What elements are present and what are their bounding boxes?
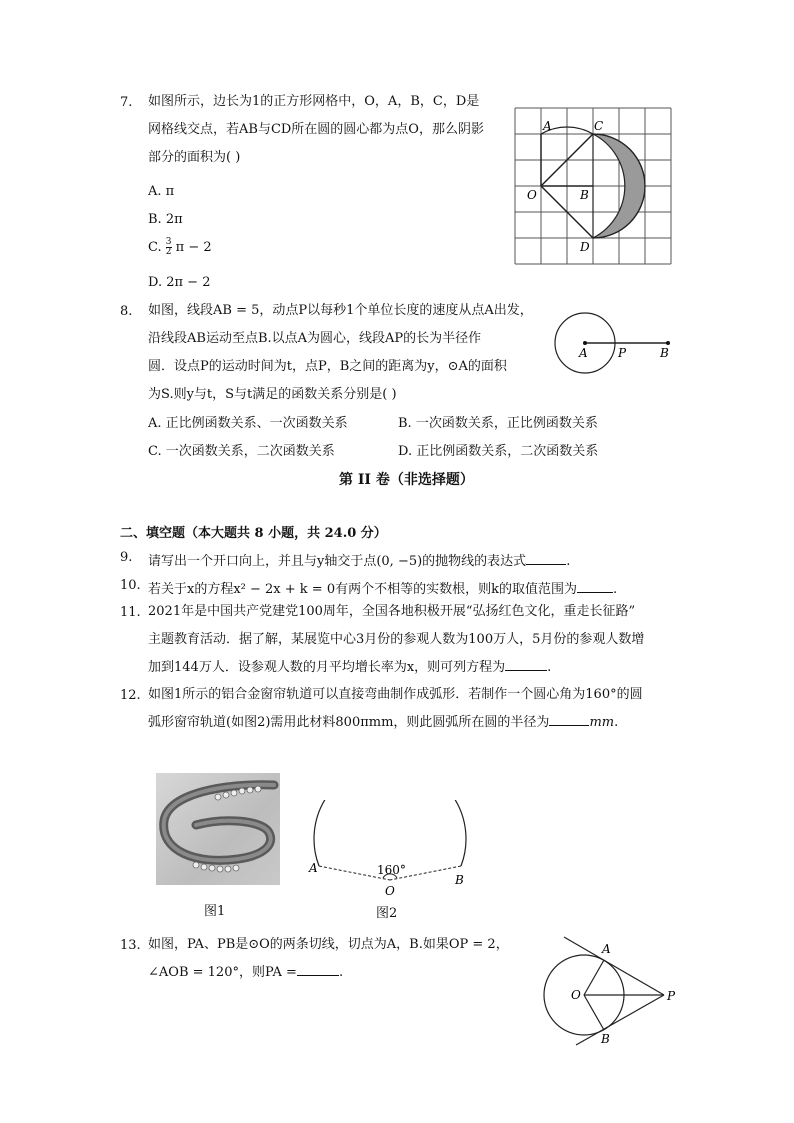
q11-line3: 加到144万人．设参观人数的月平均增长率为x，则可列方程为 . — [148, 660, 552, 675]
radius-ob — [584, 995, 604, 1030]
q8-line4: 为S.则y与t，S与t满足的函数关系分别是( ) — [148, 387, 397, 402]
point-a — [583, 341, 587, 345]
label-a: A — [309, 861, 318, 875]
q8-number: 8. — [120, 304, 133, 319]
q10-text: 若关于x的方程x² − 2x + k = 0有两个不相等的实数根，则k的取值范围为 . — [148, 582, 618, 597]
figure2-caption: 图2 — [376, 906, 398, 921]
q13-line1: 如图，PA、PB是⊙O的两条切线，切点为A，B.如果OP = 2， — [148, 937, 509, 952]
label-angle: 160° — [377, 863, 406, 877]
label-o: O — [571, 988, 581, 1002]
q7-option-b: B. 2π — [148, 212, 183, 227]
section2-header: 二、填空题（本大题共 8 小题，共 24.0 分） — [120, 526, 387, 541]
q7-option-c-prefix: C. — [148, 240, 162, 255]
figure1-caption: 图1 — [204, 904, 226, 919]
q12-blank[interactable] — [549, 713, 589, 726]
radius-oa — [584, 960, 604, 995]
q9-text: 请写出一个开口向上，并且与y轴交于点(0, −5)的抛物线的表达式 . — [148, 554, 571, 569]
q7-line1: 如图所示，边长为1的正方形网格中，O，A，B，C，D是 — [148, 94, 480, 109]
tangent-pa — [564, 937, 664, 995]
q7-option-a: A. π — [148, 184, 175, 199]
label-b: B — [580, 188, 589, 202]
label-p: P — [667, 989, 676, 1003]
q7-number: 7. — [120, 95, 133, 110]
q7-grid-figure — [514, 107, 672, 265]
q7-line3: 部分的面积为( ) — [148, 150, 241, 165]
q12-line2: 弧形窗帘轨道(如图2)需用此材料800πmm，则此圆弧所在圆的半径为 mm. — [148, 715, 619, 730]
q11-line1: 2021年是中国共产党建党100周年，全国各地积极开展“弘扬红色文化，重走长征路” — [148, 604, 636, 619]
label-o: O — [385, 884, 395, 898]
label-b: B — [660, 346, 669, 360]
curtain-rail-photo — [156, 773, 280, 885]
q8-line2: 沿线段AB运动至点B.以点A为圆心，线段AP的长为半径作 — [148, 331, 482, 346]
q7-option-c-fraction: $\frac{3}{2}$ — [165, 237, 172, 257]
q13-number: 13. — [120, 938, 141, 953]
q11-line2: 主题教育活动．据了解，某展览中心3月份的参观人数为100万人，5月份的参观人数增 — [148, 632, 645, 647]
label-a: A — [602, 942, 611, 956]
section2-title: 第 II 卷（非选择题） — [339, 472, 474, 488]
q9-number: 9. — [120, 550, 133, 565]
label-o: O — [527, 188, 537, 202]
q8-option-d: D. 正比例函数关系，二次函数关系 — [398, 444, 599, 459]
q8-line3: 圆．设点P的运动时间为t，点P，B之间的距离为y，⊙A的面积 — [148, 359, 507, 374]
q10-blank[interactable] — [577, 580, 613, 593]
q8-circle-figure — [552, 310, 682, 378]
tangent-figure — [536, 935, 686, 1047]
curtain-rail-image — [156, 773, 280, 885]
label-a: A — [543, 119, 552, 133]
q8-option-c: C. 一次函数关系，二次函数关系 — [148, 444, 335, 459]
q7-option-c-rest: π − 2 — [175, 240, 212, 255]
q12-number: 12. — [120, 688, 141, 703]
q13-line2: ∠AOB = 120°，则PA = . — [148, 965, 344, 980]
q10-number: 10. — [120, 578, 141, 593]
q11-blank[interactable] — [505, 658, 547, 671]
label-p: P — [618, 346, 627, 360]
label-c: C — [594, 119, 604, 133]
q7-option-d: D. 2π − 2 — [148, 275, 211, 290]
tangent-pb — [576, 995, 664, 1045]
q9-blank[interactable] — [526, 552, 566, 565]
point-b — [666, 341, 670, 345]
q8-line1: 如图，线段AB = 5，动点P以每秒1个单位长度的速度从点A出发， — [148, 303, 533, 318]
q7-line2: 网格线交点，若AB与CD所在圆的圆心都为点O，那么阴影 — [148, 122, 484, 137]
arc-figure — [305, 800, 475, 900]
label-b: B — [455, 873, 464, 887]
arc-ab — [314, 800, 466, 866]
q8-option-a: A. 正比例函数关系、一次函数关系 — [148, 416, 348, 431]
label-a: A — [579, 346, 588, 360]
label-d: D — [580, 240, 590, 254]
q13-blank[interactable] — [297, 963, 339, 976]
q7-option-c — [148, 238, 212, 257]
q8-option-b: B. 一次函数关系，正比例函数关系 — [398, 416, 598, 431]
label-b: B — [601, 1032, 610, 1046]
q11-number: 11. — [120, 605, 141, 620]
q12-line1: 如图1所示的铝合金窗帘轨道可以直接弯曲制作成弧形．若制作一个圆心角为160°的圆 — [148, 687, 643, 702]
